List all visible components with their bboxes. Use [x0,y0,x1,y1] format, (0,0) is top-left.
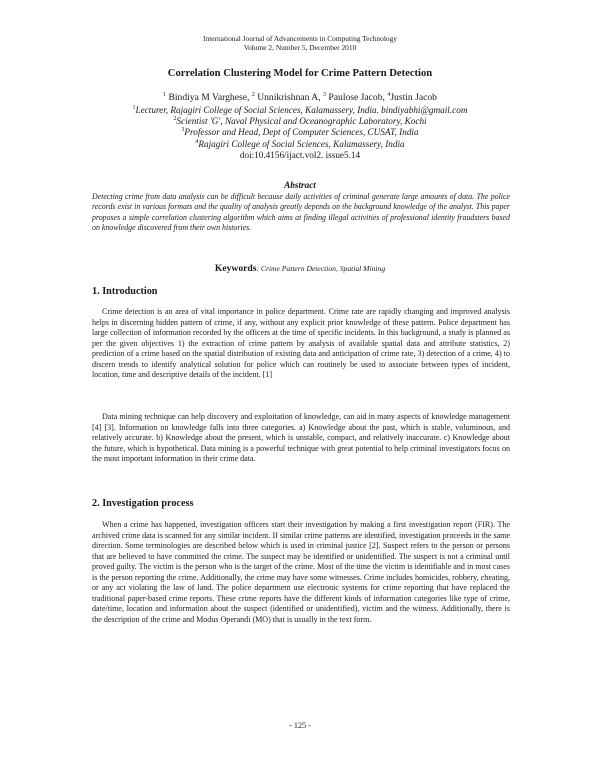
affiliation-sup: 2 [173,116,177,123]
keywords-line [0,263,600,274]
affiliation-text: Rajagiri College of Social Sciences, Kalamassery, India [198,138,405,149]
paragraph: Data mining technique can help discovery and exploitation of knowledge, can aid in many aspects of knowledge management [4] [3]. Information on knowledge falls into three categories. a) Knowledge about the past, which is stable, voluminous, and relatively accurate. b) Knowledge about the present, which is unstable, compact, and relatively inaccurate. c) Knowledge about the future, which is hypothetical. Data mining is a powerful technique with great potential to help criminal investigators focus on the most important information in their crime data. [92,412,510,463]
paper-title: Correlation Clustering Model for Crime Pattern Detection [167,68,433,79]
author-sup: 1 [163,92,167,98]
keywords-text: Crime Pattern Detection, Spatial Mining [260,264,386,273]
author-sup: 3 [323,92,327,98]
paragraph: Crime detection is an area of vital importance in police department. Crime rate are rapidly changing and improved analysis helps in discerning hidden pattern of crime, if any, without any explicit prior knowledge of these pattern. Police department has large collection of information recorded by the officers at the time of specific incidents. In this background, a study is planned as per the given objectives 1) the extraction of crime pattern by analysis of available spatial data and attribute statistics, 2) prediction of a crime based on the spatial distribution of existing data and anticipation of crime rate, 3) detection of a crime, 4) to discern trends to identify analytical solution for police which can routinely be used to associate between types of incident, location, time and descriptive details of the incident. [1] [92,307,510,379]
affiliation-text: Professor and Head, Dept of Computer Sciences, CUSAT, India [184,127,419,138]
journal-header [0,34,600,53]
affiliation-text: Lecturer, Rajagiri College of Social Sciences, Kalamassery, India. bindiyabhi@gmail.com [135,105,468,115]
journal-name: International Journal of Advancements in Computing Technology [203,34,397,43]
page-number: - 125 - [289,721,311,730]
affiliation-line [0,139,600,150]
abstract-heading: Abstract [284,180,316,190]
section-heading-introduction: 1. Introduction [92,286,158,297]
section-heading-investigation: 2. Investigation process [92,498,194,509]
affiliation-line [0,116,600,127]
keywords-heading: Keywords [214,263,257,274]
author-name: Justin Jacob [390,92,437,103]
author-name: Bindiya M Varghese, [168,92,252,103]
doi: doi:10.4156/ijact.vol2. issue5.14 [239,149,361,160]
affiliation-sup: 1 [132,105,136,111]
abstract-text: Detecting crime from data analysis can be difficult because daily activities of criminal generate large amounts of data. The police records exist in various formats and the quality of analysis greatly depends on the background knowledge of the analyst. This paper proposes a simple correlation clustering algorithm which aims at finding illegal activities of professional identity fraudsters based on knowledge discovered from their own histories. [92,192,510,233]
author-name: Paulose Jacob, [328,92,388,103]
affiliation-sup: 3 [181,127,185,134]
paragraph: When a crime has happened, investigation officers start their investigation by making a first investigation report (FIR). The archived crime data is scanned for any similar incident. If similar crime patterns are identified, investigation proceeds in the same direction. Some terminologies are described below which is used in criminal justice [2]. Suspect refers to the person or persons that are believed to have committed the crime. The suspect may be identified or unidentified. The suspect is not a criminal until proved guilty. The victim is the person who is the target of the crime. Most of the time the victim is identifiable and in most cases is the person reporting the crime. Additionally, the crime may have some witnesses. Crime includes homicides, robbery, cheating, or any act violating the law of land. The police department use electronic systems for crime reporting that have replaced the traditional paper-based crime reports. These crime reports have the different kinds of information categories like type of crime, date/time, location and information about the suspect (identified or unidentified), victim and the witness. Additionally, there is the description of the crime and Modus Operandi (MO) that is usually in the text form. [92,520,510,624]
affiliation-text: Scientist 'G', Naval Physical and Oceanographic Laboratory, Kochi [176,116,427,127]
affiliations [0,105,600,161]
affiliation-sup: 4 [195,138,199,145]
author-list [0,92,600,105]
affiliation-line [0,105,600,116]
affiliation-line [0,127,600,138]
journal-issue: Volume 2, Number 5, December 2010 [243,43,357,53]
author-name: Unnikrishnan A, [257,92,324,103]
author-sup: 2 [251,92,255,98]
keywords-separator: : [256,264,261,273]
author-sup: 4 [387,92,391,98]
